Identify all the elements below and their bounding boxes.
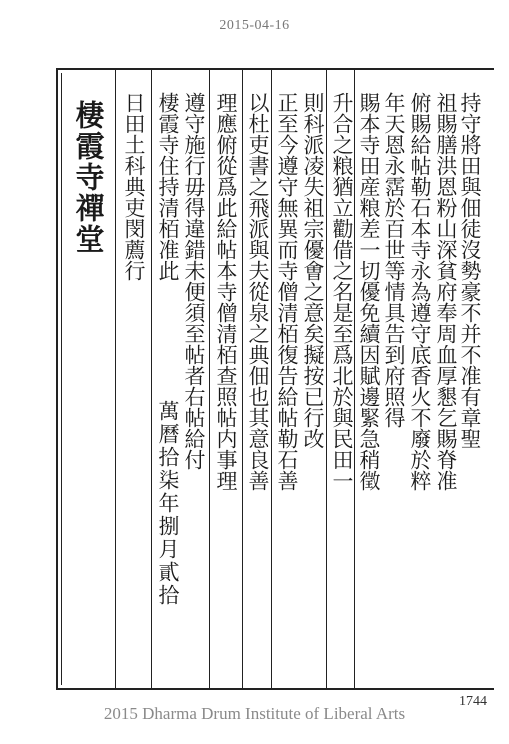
column-divider — [242, 70, 243, 688]
text-column-6: 祖賜膳洪恩粉山深貧府奉周血厚懇乞賜脊准 — [434, 92, 458, 491]
text-column-17: 日田土科典吏閔薦行 — [122, 92, 146, 281]
text-column-15: 遵守施行毋得違錯未便須至帖者右帖給付 — [182, 92, 206, 470]
text-column-5: 持守將田與佃徒沒勢豪不并不准有章聖 — [458, 92, 482, 449]
text-column-9: 賜本寺田産粮差一切優免續因賦邊緊急稍徵 — [357, 92, 381, 491]
watermark-date: 2015-04-16 — [219, 18, 290, 33]
title-column — [66, 100, 112, 660]
page-number: 1744 — [459, 694, 487, 709]
column-divider — [326, 70, 327, 688]
text-column-16: 棲霞寺住持清栢准此 — [156, 92, 180, 281]
text-column-8: 年天恩永霑於百世等情具告到府照得 — [382, 92, 406, 428]
text-column-13: 以杜吏書之飛派與夫從泉之典佃也其意良善 — [246, 92, 270, 491]
document-title: 棲霞寺禪堂 — [71, 100, 106, 255]
column-divider — [151, 70, 152, 688]
date-line: 萬曆拾柒年捌月貳拾 — [156, 400, 180, 607]
column-divider — [209, 70, 210, 688]
document-page — [56, 68, 494, 690]
text-column-7: 俯賜給帖勒石本寺永為遵守底香火不廢於粹 — [408, 92, 432, 491]
footer-credit: 2015 Dharma Drum Institute of Liberal Arts — [103, 704, 406, 723]
column-divider — [115, 70, 116, 688]
date-column — [154, 400, 182, 660]
text-column-10: 升合之粮猶立勸借之名是至爲北於與民田一 — [330, 92, 354, 491]
column-divider — [271, 70, 272, 688]
text-column-12: 正至今遵守無異而寺僧清栢復告給帖勒石善 — [275, 92, 299, 491]
text-column-14: 理應俯從爲此給帖本寺僧清栢查照帖内事理 — [214, 92, 238, 491]
text-column-11: 則科派凌失祖宗優㑹之意矣擬按已行改 — [301, 92, 325, 449]
